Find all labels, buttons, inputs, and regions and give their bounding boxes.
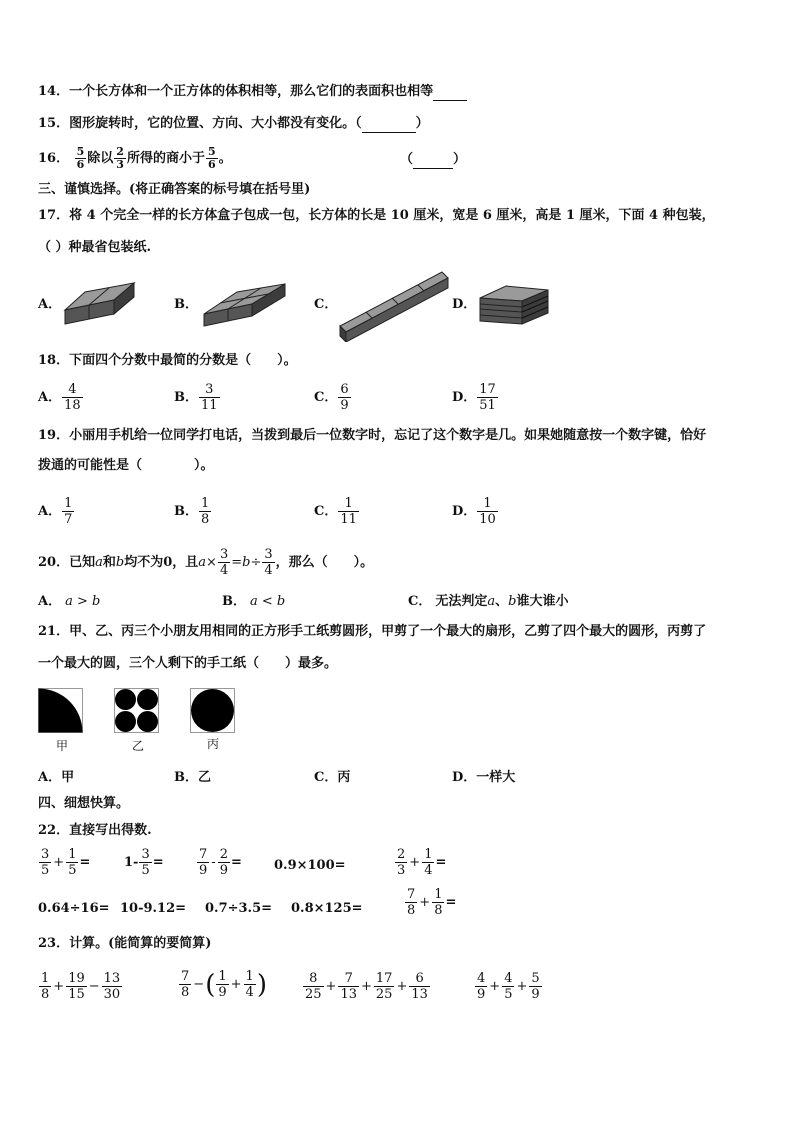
package-a-image (62, 278, 138, 328)
calc-expression: 7 8 − ( 1 9 + $\frac{1}{4}$ ) (181, 969, 267, 1000)
q17-option-b[interactable]: B． (174, 297, 198, 312)
q19-option-d[interactable]: D． $\frac{1}{10}$ (452, 496, 496, 527)
calc-expression: 0.8×125= (291, 901, 363, 916)
q21-line2: 一个最大的圆，三个人剩下的手工纸（ ）最多。 (38, 656, 338, 671)
calc-expression: 4 9 + $\frac{4}{5}$ + $\frac{5}{9}$ (477, 971, 540, 1002)
fraction: $\frac{5}{6}$ (207, 145, 216, 171)
package-b-image (202, 278, 288, 330)
q21-line1: 21．甲、乙、丙三个小朋友用相同的正方形手工纸剪圆形，甲剪了一个最大的扇形，乙剪了四个最大的圆形，丙剪了 (38, 624, 707, 639)
one-circle-image (190, 688, 236, 734)
quarter-circle-image (38, 688, 84, 734)
q22: 22．直接写出得数. (38, 823, 152, 838)
q16-answer: （ ） (400, 152, 467, 167)
q15: 15．图形旋转时，它的位置、方向、大小都没有变化。（ ） (38, 116, 429, 131)
q18-option-a[interactable]: A． $\frac{4}{18}$ (38, 382, 81, 413)
answer-blank[interactable] (413, 168, 453, 169)
answer-blank[interactable] (433, 100, 467, 101)
calc-expression: 3 5 + $\frac{1}{5}$ = (41, 847, 91, 878)
q18-option-b[interactable]: B． $\frac{3}{11}$ (174, 382, 218, 413)
q17-line2: （ ）种最省包装纸. (38, 240, 152, 255)
calc-expression: 0.9×100= (274, 858, 346, 873)
calc-expression: 2 3 + $\frac{1}{4}$ = (397, 847, 447, 878)
q17-option-a[interactable]: A． (38, 297, 62, 312)
q17-line1: 17．将 4 个完全一样的长方体盒子包成一包，长方体的长是 10 厘米，宽是 6 厘米，高是 1 厘米，下面 4 种包装， (38, 208, 715, 223)
calc-expression: 10-9.12= (120, 901, 187, 916)
q20-option-b[interactable]: B． a < b (222, 594, 286, 609)
section-4-heading: 四、细想快算。 (38, 796, 130, 811)
q19-option-c[interactable]: C． $\frac{1}{11}$ (314, 496, 357, 527)
q18-option-c[interactable]: C． $\frac{6}{9}$ (314, 382, 349, 413)
q20-option-a[interactable]: A． a > b (38, 594, 101, 609)
calc-expression: 0.7÷3.5= (205, 901, 273, 916)
q23: 23．计算。(能简算的要简算) (38, 936, 212, 951)
figure-label-yi: 乙 (132, 739, 145, 753)
q21-option-c[interactable]: C．丙 (314, 770, 351, 785)
q19-line2: 拨通的可能性是（ ）。 (38, 458, 214, 473)
calc-expression: 7 8 + $\frac{1}{8}$ = (407, 887, 457, 918)
q14: 14．一个长方体和一个正方体的体积相等，那么它们的表面积也相等 (38, 83, 467, 101)
q16: 16． $\frac{5}{6}$ 除以 $\frac{2}{3}$ 所得的商小于 $\frac{5}{6}$ 。 (38, 145, 232, 171)
q17-option-c[interactable]: C． (314, 297, 338, 312)
figure-label-bing: 丙 (207, 737, 220, 751)
q18: 18．下面四个分数中最简的分数是（ ）。 (38, 353, 297, 368)
q21-option-d[interactable]: D．一样大 (452, 770, 516, 785)
q18-option-d[interactable]: D． $\frac{17}{51}$ (452, 382, 496, 413)
q20-option-c[interactable]: C． 无法判定a、b谁大谁小 (408, 594, 569, 609)
calc-expression: 7 9 - $\frac{2}{9}$ = (199, 847, 242, 878)
answer-blank[interactable] (362, 132, 416, 133)
fraction: $\frac{2}{3}$ (116, 145, 124, 171)
q19-option-b[interactable]: B． $\frac{1}{8}$ (174, 496, 210, 527)
calc-expression: 1- $\frac{3}{5}$ = (124, 847, 164, 878)
calc-expression: 8 25 + $\frac{7}{13}$ + $\frac{17}{25}$ + $\frac{6}{13}$ (305, 971, 428, 1002)
q17-option-d[interactable]: D． (452, 297, 477, 312)
q20: 20．已知a和b均不为0，且a× $\frac{3}{4}$ =b÷ $\frac{3}{4}$ ，那么（ ）。 (38, 547, 374, 578)
package-c-image (338, 266, 450, 342)
calc-expression: 0.64÷16= (38, 901, 110, 916)
q21-option-a[interactable]: A．甲 (38, 770, 75, 785)
section-3-heading: 三、谨慎选择。(将正确答案的标号填在括号里) (38, 182, 311, 197)
fraction: $\frac{5}{6}$ (76, 145, 85, 171)
q19-option-a[interactable]: A． $\frac{1}{7}$ (38, 496, 73, 527)
figure-label-jia: 甲 (56, 739, 69, 753)
q19-line1: 19．小丽用手机给一位同学打电话，当拨到最后一位数字时，忘记了这个数字是几。如果她随意按一个数字键，恰好 (38, 428, 707, 443)
package-d-image (478, 284, 552, 328)
calc-expression: 1 8 + $\frac{19}{15}$ − $\frac{13}{30}$ (41, 971, 121, 1002)
four-circles-image (114, 688, 160, 734)
q21-option-b[interactable]: B．乙 (174, 770, 212, 785)
